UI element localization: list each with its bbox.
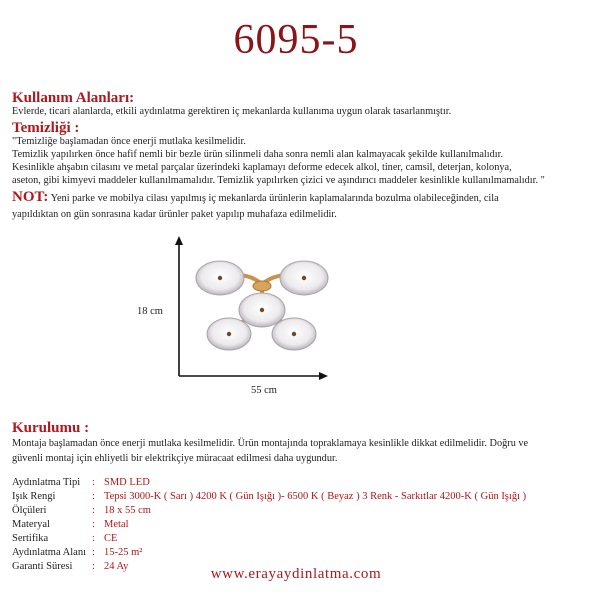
product-diagram — [0, 230, 592, 410]
spec-label: Materyal — [12, 519, 50, 530]
spec-value: CE — [104, 533, 118, 544]
usage-heading: Kullanım Alanları: — [12, 90, 135, 106]
spec-value: 15-25 m² — [104, 547, 143, 558]
spec-row-material — [12, 519, 129, 530]
usage-text: Evlerde, ticari alanlarda, etkili aydınlatma gerektiren iç mekanlarda kullanıma uygun olarak tasarlanmıştır. — [12, 106, 452, 117]
spec-row-light-color — [12, 491, 526, 502]
website-link[interactable]: www.erayaydinlatma.com — [210, 566, 382, 582]
height-arrow — [175, 236, 183, 376]
spec-colon: : — [92, 533, 95, 544]
note-line-2: yapıldıktan on gün sonrasına kadar ürünler paket yapılıp muhafaza edilmelidir. — [12, 209, 337, 220]
spec-row-lighting-type — [12, 477, 150, 488]
width-arrow — [179, 372, 328, 380]
spec-value: Metal — [104, 519, 129, 530]
spec-value: SMD LED — [104, 477, 150, 488]
spec-colon: : — [92, 477, 95, 488]
spec-value: Tepsi 3000-K ( Sarı ) 4200 K ( Gün Işığı )- 6500 K ( Beyaz ) 3 Renk - Sarkıtlar 4200-K ( Gün Işığı ) — [104, 491, 527, 502]
installation-line-1: Montaja başlamadan önce enerji mutlaka kesilmelidir. Ürün montajında topraklamaya kesinlikle dikkat edilmelidir. Doğru ve — [12, 438, 529, 449]
note-paragraph — [12, 191, 582, 206]
cleaning-heading: Temizliği : — [12, 120, 80, 136]
spec-value: 24 Ay — [104, 561, 129, 572]
spec-colon: : — [92, 505, 95, 516]
spec-colon: : — [92, 491, 95, 502]
installation-heading: Kurulumu : — [12, 420, 90, 436]
spec-colon: : — [92, 519, 95, 530]
spec-label: Ölçüleri — [12, 505, 47, 516]
spec-value: 18 x 55 cm — [104, 505, 151, 516]
note-label: NOT: — [12, 189, 49, 205]
spec-label: Işık Rengi — [12, 491, 56, 502]
spec-label: Aydınlatma Tipi — [12, 477, 81, 488]
chandelier-image — [196, 261, 328, 350]
spec-colon: : — [92, 561, 95, 572]
cleaning-line-4: aseton, gibi kimyevi maddeler kullanılmamalıdır. Temizlik yapılırken çizici ve aşındırıcı maddeler kesinlikle kullanılmamalıdır. " — [12, 175, 545, 186]
note-line-1: Yeni parke ve mobilya cilası yapılmış iç mekanlarda ürünlerin kaplamalarında bozulma olabileceğinden, cila — [48, 193, 499, 204]
height-dimension-label: 18 cm — [137, 306, 163, 317]
spec-label: Sertifika — [12, 533, 49, 544]
spec-row-certificate — [12, 533, 117, 544]
cleaning-line-3: Kesinlikle ahşabın cilasını ve metal parçalar üzerindeki kaplamayı deforme edecek alkol, tiner, camsil, deterjan, kolonya, — [12, 162, 512, 173]
spec-row-dimensions — [12, 505, 151, 516]
spec-colon: : — [92, 547, 95, 558]
spec-row-lighting-area — [12, 547, 142, 558]
installation-line-2: güvenli montaj için ehliyetli bir elektrikçiye müracaat edilmesi daha uygundur. — [12, 453, 338, 464]
product-code-title: 6095-5 — [233, 17, 359, 63]
spec-label: Garanti Süresi — [12, 561, 73, 572]
spec-label: Aydınlatma Alanı — [12, 547, 86, 558]
cleaning-line-1: "Temizliğe başlamadan önce enerji mutlaka kesilmelidir. — [12, 136, 246, 147]
width-dimension-label: 55 cm — [251, 385, 277, 396]
cleaning-line-2: Temizlik yapılırken önce hafif nemli bir bezle ürün silinmeli daha sonra nemli alan kalmayacak şekilde kullanılmalıdır. — [12, 149, 504, 160]
